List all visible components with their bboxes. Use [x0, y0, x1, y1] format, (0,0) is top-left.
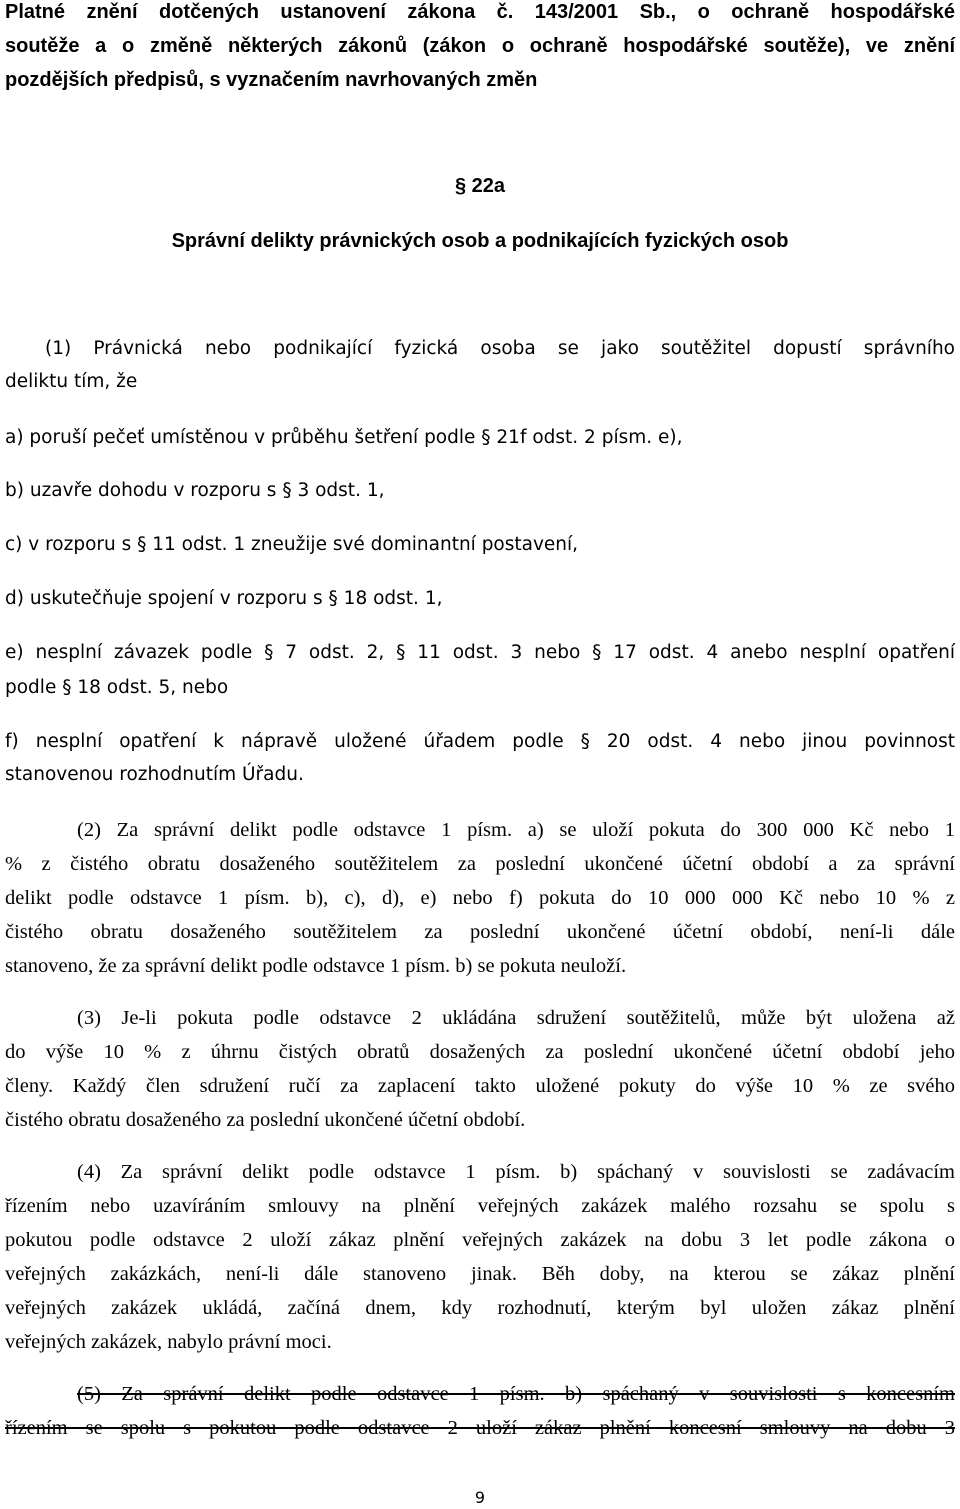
- para4-line-4: veřejných zakázkách, není-li dále stanoveno jinak. Běh doby, na kterou se zákaz plnění: [5, 1263, 955, 1285]
- para3-line-4: čistého obratu dosaženého za poslední ukončené účetní období.: [5, 1109, 526, 1131]
- item-a: a) poruší pečeť umístěnou v průběhu šetření podle § 21f odst. 2 písm. e),: [5, 427, 683, 448]
- para4-line-6: veřejných zakázek, nabylo právní moci.: [5, 1331, 332, 1353]
- item-e-line-2: podle § 18 odst. 5, nebo: [5, 677, 229, 698]
- header-line-3: pozdějších předpisů, s vyznačením navrhovaných změn: [5, 69, 538, 91]
- page-number: 9: [474, 1488, 486, 1507]
- para5-line-1: (5) Za správní delikt podle odstavce 1 písm. b) spáchaný v souvislosti s koncesním: [77, 1383, 955, 1405]
- item-d: d) uskutečňuje spojení v rozporu s § 18 odst. 1,: [5, 588, 443, 609]
- item-c: c) v rozporu s § 11 odst. 1 zneužije své dominantní postavení,: [5, 534, 579, 555]
- header-line-1: Platné znění dotčených ustanovení zákona č. 143/2001 Sb., o ochraně hospodářské: [5, 1, 955, 23]
- item-f-line-1: f) nesplní opatření k nápravě uložené úřadem podle § 20 odst. 4 nebo jinou povinnost: [5, 731, 955, 752]
- para2-line-3: delikt podle odstavce 1 písm. b), c), d), e) nebo f) pokuta do 10 000 000 Kč nebo 10 % z: [5, 887, 955, 909]
- para3-line-3: členy. Každý člen sdružení ručí za zaplacení takto uložené pokuty do výše 10 % ze svého: [5, 1075, 955, 1097]
- item-e-line-1: e) nesplní závazek podle § 7 odst. 2, § 11 odst. 3 nebo § 17 odst. 4 anebo nesplní opatření: [5, 642, 955, 663]
- section-title: Správní delikty právnických osob a podnikajících fyzických osob: [171, 230, 789, 252]
- para3-line-1: (3) Je-li pokuta podle odstavce 2 ukládána sdružení soutěžitelů, může být uložena až: [77, 1007, 955, 1029]
- para4-line-2: řízením nebo uzavíráním smlouvy na plnění veřejných zakázek malého rozsahu se spolu s: [5, 1195, 955, 1217]
- para2-line-5: stanoveno, že za správní delikt podle odstavce 1 písm. b) se pokuta neuloží.: [5, 955, 627, 977]
- para2-line-2: % z čistého obratu dosaženého soutěžitelem za poslední ukončené účetní období a za správní: [5, 853, 955, 875]
- para4-line-5: veřejných zakázek ukládá, začíná dnem, kdy rozhodnutí, kterým byl uložen zákaz plnění: [5, 1297, 955, 1319]
- para5-line-2: řízením se spolu s pokutou podle odstavce 2 uloží zákaz plnění koncesní smlouvy na dobu 3: [5, 1417, 955, 1439]
- item-b: b) uzavře dohodu v rozporu s § 3 odst. 1,: [5, 480, 385, 501]
- item-f-line-2: stanovenou rozhodnutím Úřadu.: [5, 764, 304, 785]
- para2-line-4: čistého obratu dosaženého soutěžitelem za poslední ukončené účetní období, není-li dále: [5, 921, 955, 943]
- para4-line-3: pokutou podle odstavce 2 uloží zákaz plnění veřejných zakázek na dobu 3 let podle zákona o: [5, 1229, 955, 1251]
- header-line-2: soutěže a o změně některých zákonů (zákon o ochraně hospodářské soutěže), ve znění: [5, 35, 955, 57]
- section-number: § 22a: [454, 175, 506, 197]
- para2-line-1: (2) Za správní delikt podle odstavce 1 písm. a) se uloží pokuta do 300 000 Kč nebo 1: [77, 819, 955, 841]
- para1-line-2: deliktu tím, že: [5, 371, 138, 392]
- para1-line-1: (1) Právnická nebo podnikající fyzická osoba se jako soutěžitel dopustí správního: [45, 338, 955, 359]
- para4-line-1: (4) Za správní delikt podle odstavce 1 písm. b) spáchaný v souvislosti se zadávacím: [77, 1161, 955, 1183]
- para3-line-2: do výše 10 % z úhrnu čistých obratů dosažených za poslední ukončené účetní období jeho: [5, 1041, 955, 1063]
